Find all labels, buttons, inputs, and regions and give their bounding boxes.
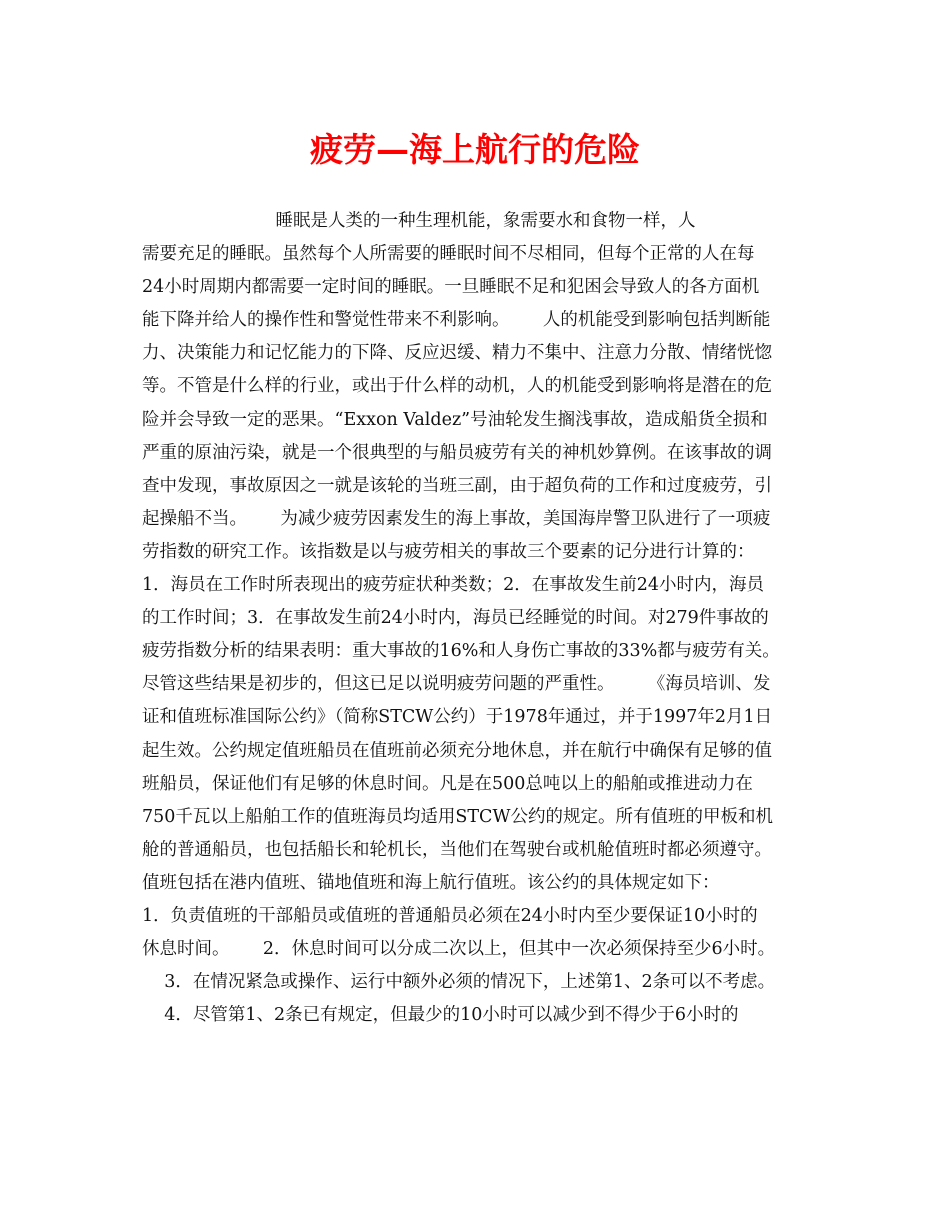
document-body [142, 205, 822, 1032]
text-line: 需要充足的睡眠。虽然每个人所需要的睡眠时间不尽相同，但每个正常的人在每 [142, 244, 755, 265]
text-line: 1．负责值班的干部船员或值班的普通船员必须在24小时内至少要保证10小时的 [142, 905, 758, 926]
text-line: 休息时间。 2．休息时间可以分成二次以上，但其中一次必须保持至少6小时。 [142, 939, 776, 960]
text-line: 起操船不当。 为减少疲劳因素发生的海上事故，美国海岸警卫队进行了一项疲 [142, 508, 771, 529]
text-line: 1．海员在工作时所表现出的疲劳症状种类数；2．在事故发生前24小时内，海员 [142, 575, 765, 596]
text-line: 疲劳指数分析的结果表明：重大事故的16%和人身伤亡事故的33%都与疲劳有关。 [142, 641, 780, 662]
text-line: 起生效。公约规定值班船员在值班前必须充分地休息，并在航行中确保有足够的值 [142, 740, 772, 761]
text-line: 险并会导致一定的恶果。“Exxon Valdez”号油轮发生搁浅事故，造成船货全损和 [142, 409, 768, 430]
text-line: 力、决策能力和记忆能力的下降、反应迟缓、精力不集中、注意力分散、情绪恍惚 [142, 343, 772, 364]
text-line: 舱的普通船员，也包括船长和轮机长，当他们在驾驶台或机舱值班时都必须遵守。 [142, 839, 772, 860]
text-line: 的工作时间；3．在事故发生前24小时内，海员已经睡觉的时间。对279件事故的 [142, 608, 769, 629]
text-line: 证和值班标准国际公约》（简称STCW公约）于1978年通过，并于1997年2月1日 [142, 707, 773, 728]
text-line: 24小时周期内都需要一定时间的睡眠。一旦睡眠不足和犯困会导致人的各方面机 [142, 277, 760, 298]
text-line: 750千瓦以上船舶工作的值班海员均适用STCW公约的规定。所有值班的甲板和机 [142, 806, 773, 827]
document-title: 疲劳—海上航行的危险 [310, 130, 640, 169]
text-line: 等。不管是什么样的行业，或出于什么样的动机，人的机能受到影响将是潜在的危 [142, 376, 772, 397]
text-line: 查中发现，事故原因之一就是该轮的当班三副，由于超负荷的工作和过度疲劳，引 [142, 475, 772, 496]
text-line: 劳指数的研究工作。该指数是以与疲劳相关的事故三个要素的记分进行计算的： [142, 541, 755, 562]
text-line: 能下降并给人的操作性和警觉性带来不利影响。 人的机能受到影响包括判断能 [142, 310, 771, 331]
text-line: 3．在情况紧急或操作、运行中额外必须的情况下，上述第1、2条可以不考虑。 [142, 972, 776, 993]
text-line: 班船员，保证他们有足够的休息时间。凡是在500总吨以上的船舶或推进动力在 [142, 773, 753, 794]
text-line: 睡眠是人类的一种生理机能，象需要水和食物一样，人 [142, 211, 696, 231]
text-line: 尽管这些结果是初步的，但这已足以说明疲劳问题的严重性。 《海员培训、发 [142, 674, 771, 695]
text-line: 4．尽管第1、2条已有规定，但最少的10小时可以减少到不得少于6小时的 [142, 1005, 739, 1026]
text-line: 值班包括在港内值班、锚地值班和海上航行值班。该公约的具体规定如下： [142, 872, 720, 893]
text-line: 严重的原油污染，就是一个很典型的与船员疲劳有关的神机妙算例。在该事故的调 [142, 442, 772, 463]
